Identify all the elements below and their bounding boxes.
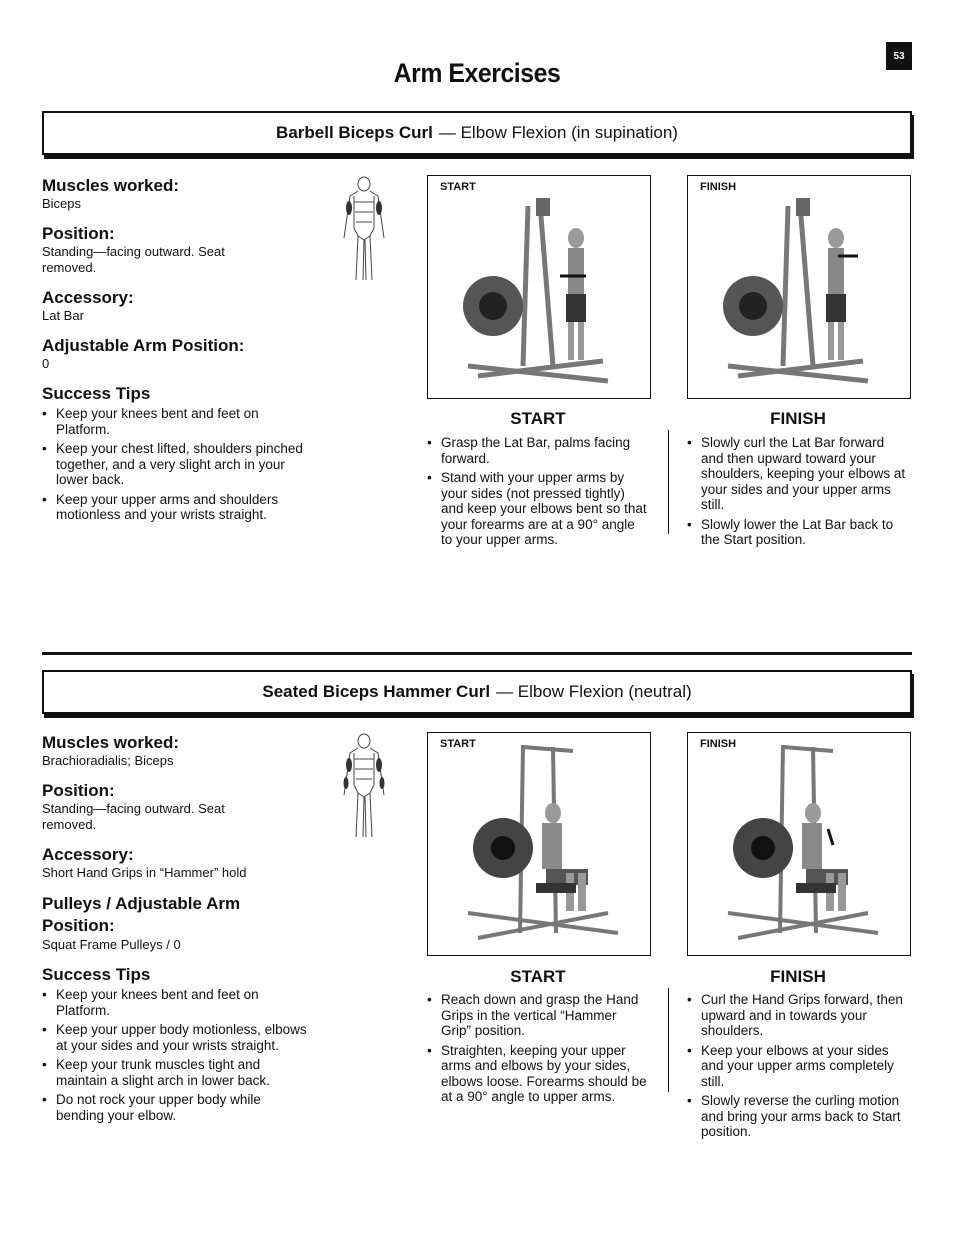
field-value: Biceps bbox=[42, 196, 82, 211]
exercise-subtitle: — Elbow Flexion (neutral) bbox=[496, 682, 692, 701]
start-heading: START bbox=[510, 409, 566, 428]
finish-steps bbox=[687, 433, 909, 552]
machine-seated-finish-icon bbox=[688, 733, 910, 955]
list-item: • Slowly reverse the curling motion and bring your arms back to Start position. bbox=[687, 1093, 909, 1140]
field-label: Pulleys / Adjustable Arm Position: bbox=[42, 894, 241, 935]
list-item: • Slowly lower the Lat Bar back to the Start position. bbox=[687, 517, 909, 548]
list-item: • Do not rock your upper body while bending your elbow. bbox=[42, 1092, 312, 1123]
list-item: • Keep your upper body motionless, elbows at your sides and your wrists straight. bbox=[42, 1022, 312, 1053]
photo-tag: START bbox=[440, 181, 476, 193]
success-tips-label: Success Tips bbox=[42, 384, 151, 403]
photo-tag: FINISH bbox=[700, 181, 737, 193]
field-value: 0 bbox=[42, 356, 50, 371]
column-divider bbox=[668, 430, 669, 534]
field-value: Squat Frame Pulleys / 0 bbox=[42, 937, 181, 952]
start-photo bbox=[427, 175, 651, 399]
exercise-subtitle: — Elbow Flexion (in supination) bbox=[438, 123, 678, 142]
list-item: • Keep your chest lifted, shoulders pinched together, and a very slight arch in your lower back. bbox=[42, 441, 312, 488]
exercise-details bbox=[42, 733, 312, 1127]
list-item: • Keep your elbows at your sides and your upper arms completely still. bbox=[687, 1043, 909, 1090]
finish-photo bbox=[687, 732, 911, 956]
photo-tag: FINISH bbox=[700, 738, 737, 750]
machine-seated-start-icon bbox=[428, 733, 650, 955]
finish-heading: FINISH bbox=[770, 967, 826, 986]
start-heading: START bbox=[510, 967, 566, 986]
list-item: • Keep your knees bent and feet on Platform. bbox=[42, 987, 312, 1018]
photo-tag: START bbox=[440, 738, 476, 750]
field-label: Accessory: bbox=[42, 845, 134, 864]
start-steps bbox=[427, 990, 649, 1109]
list-item: • Stand with your upper arms by your sides (not pressed tightly) and keep your elbows bent so that your forearms are at a 90° angle to your upper arms. bbox=[427, 470, 649, 548]
page-number: 53 bbox=[886, 42, 912, 70]
field-value: Brachioradialis; Biceps bbox=[42, 753, 174, 768]
success-tips-label: Success Tips bbox=[42, 965, 151, 984]
section-divider bbox=[42, 652, 912, 655]
field-label: Position: bbox=[42, 781, 115, 800]
success-tips-list bbox=[42, 406, 312, 523]
column-divider bbox=[668, 988, 669, 1092]
list-item: • Keep your knees bent and feet on Platform. bbox=[42, 406, 312, 437]
finish-steps bbox=[687, 990, 909, 1144]
field-label: Position: bbox=[42, 224, 115, 243]
list-item: • Slowly curl the Lat Bar forward and then upward toward your shoulders, keeping your elbows at your sides and your upper arms still. bbox=[687, 435, 909, 513]
field-value: Standing—facing outward. Seat removed. bbox=[42, 244, 225, 275]
exercise-details bbox=[42, 176, 312, 527]
muscle-diagram-icon bbox=[336, 733, 392, 843]
exercise-name: Seated Biceps Hammer Curl bbox=[262, 682, 491, 701]
start-steps bbox=[427, 433, 649, 552]
page-title: Arm Exercises bbox=[393, 58, 561, 88]
field-label: Adjustable Arm Position: bbox=[42, 336, 245, 355]
machine-standing-finish-icon bbox=[688, 176, 910, 398]
field-label: Accessory: bbox=[42, 288, 134, 307]
field-value: Lat Bar bbox=[42, 308, 84, 323]
field-label: Muscles worked: bbox=[42, 176, 179, 195]
exercise-header bbox=[42, 670, 912, 714]
exercise-name: Barbell Biceps Curl bbox=[276, 123, 433, 142]
finish-photo bbox=[687, 175, 911, 399]
machine-standing-start-icon bbox=[428, 176, 650, 398]
success-tips-list bbox=[42, 987, 312, 1123]
list-item: • Keep your upper arms and shoulders motionless and your wrists straight. bbox=[42, 492, 312, 523]
list-item: • Keep your trunk muscles tight and maintain a slight arch in lower back. bbox=[42, 1057, 312, 1088]
list-item: • Curl the Hand Grips forward, then upward and in towards your shoulders. bbox=[687, 992, 909, 1039]
list-item: • Grasp the Lat Bar, palms facing forward. bbox=[427, 435, 649, 466]
list-item: • Reach down and grasp the Hand Grips in the vertical “Hammer Grip” position. bbox=[427, 992, 649, 1039]
muscle-diagram-icon bbox=[336, 176, 392, 286]
field-label: Muscles worked: bbox=[42, 733, 179, 752]
list-item: • Straighten, keeping your upper arms and elbows by your sides, elbows loose. Forearms should be at a 90° angle to upper arms. bbox=[427, 1043, 649, 1105]
finish-heading: FINISH bbox=[770, 409, 826, 428]
start-photo bbox=[427, 732, 651, 956]
exercise-header bbox=[42, 111, 912, 155]
field-value: Short Hand Grips in “Hammer” hold bbox=[42, 865, 247, 880]
field-value: Standing—facing outward. Seat removed. bbox=[42, 801, 225, 832]
